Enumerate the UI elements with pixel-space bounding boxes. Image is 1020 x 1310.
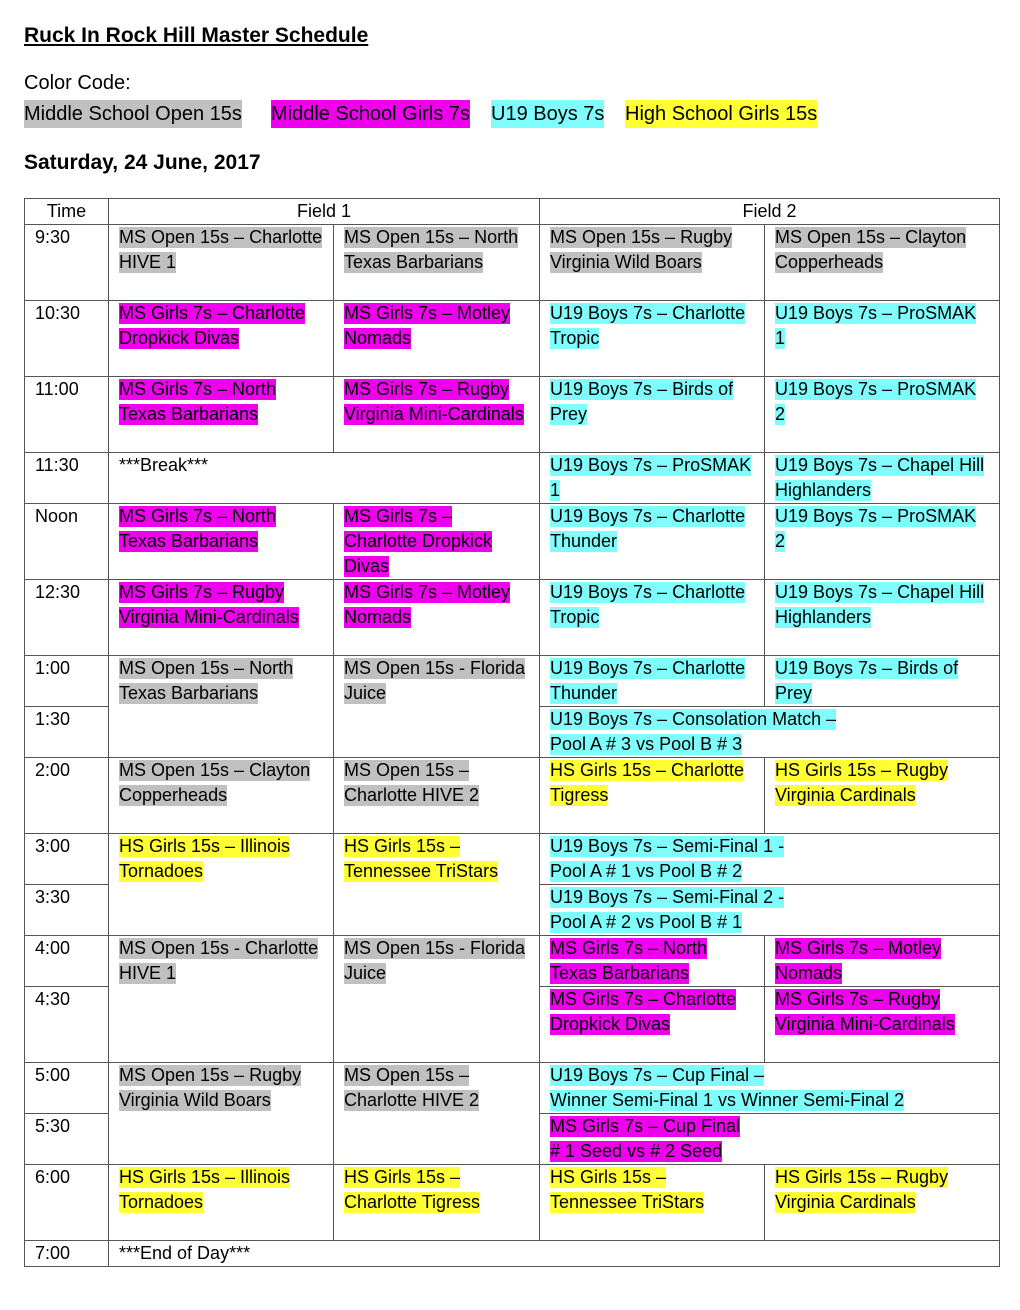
match-label: Pool A # 2 vs Pool B # 1 xyxy=(550,912,743,932)
table-row xyxy=(25,656,1000,707)
schedule-table xyxy=(24,198,1000,1267)
match-cell xyxy=(540,834,1000,885)
match-label: Pool A # 1 vs Pool B # 2 xyxy=(550,861,743,881)
time-cell: 12:30 xyxy=(25,580,109,656)
match-cell xyxy=(334,1063,540,1165)
match-cell xyxy=(765,936,1000,987)
match-label: U19 Boys 7s – Chapel Hill Highlanders xyxy=(775,582,985,627)
match-cell xyxy=(334,758,540,834)
match-label: MS Girls 7s – Charlotte Dropkick Divas xyxy=(119,303,306,348)
table-row xyxy=(25,580,1000,656)
time-cell: 1:00 xyxy=(25,656,109,707)
match-label: MS Open 15s – Clayton Copperheads xyxy=(775,227,967,272)
match-cell xyxy=(540,377,765,453)
table-row xyxy=(25,1241,1000,1267)
legend-ms-girls: Middle School Girls 7s xyxy=(271,100,470,128)
match-cell xyxy=(540,1063,1000,1114)
match-label: U19 Boys 7s – Cup Final – xyxy=(550,1065,765,1085)
match-cell xyxy=(540,1165,765,1241)
time-cell: 2:00 xyxy=(25,758,109,834)
match-cell xyxy=(109,936,334,1063)
match-cell xyxy=(765,1165,1000,1241)
match-cell xyxy=(540,1114,1000,1165)
time-cell: 7:00 xyxy=(25,1241,109,1267)
match-label: MS Girls 7s – Rugby Virginia Mini-Cardinals xyxy=(775,989,955,1034)
match-label: HS Girls 15s – Tennessee TriStars xyxy=(550,1167,705,1212)
match-label: HS Girls 15s – Rugby Virginia Cardinals xyxy=(775,760,949,805)
match-cell xyxy=(109,580,334,656)
match-label: HS Girls 15s – Rugby Virginia Cardinals xyxy=(775,1167,949,1212)
match-cell xyxy=(540,987,765,1063)
match-label: # 1 Seed vs # 2 Seed xyxy=(550,1141,723,1161)
match-label: U19 Boys 7s – Birds of Prey xyxy=(775,658,959,703)
match-cell xyxy=(540,885,1000,936)
match-label: MS Open 15s – Charlotte HIVE 1 xyxy=(119,227,323,272)
match-cell xyxy=(334,656,540,758)
match-cell xyxy=(109,1063,334,1165)
schedule-date: Saturday, 24 June, 2017 xyxy=(24,151,261,174)
match-label: MS Open 15s – North Texas Barbarians xyxy=(344,227,519,272)
header-row xyxy=(25,199,1000,225)
match-cell xyxy=(334,1165,540,1241)
match-label: U19 Boys 7s – Semi-Final 1 - xyxy=(550,836,785,856)
time-header: Time xyxy=(25,199,109,225)
time-cell: 6:00 xyxy=(25,1165,109,1241)
break-cell: ***Break*** xyxy=(109,453,540,504)
page-title: Ruck In Rock Hill Master Schedule xyxy=(24,24,369,47)
match-label: U19 Boys 7s – Consolation Match – xyxy=(550,709,837,729)
match-cell xyxy=(540,707,1000,758)
field2-header: Field 2 xyxy=(540,199,1000,225)
match-label: HS Girls 15s – Charlotte Tigress xyxy=(344,1167,481,1212)
time-cell: 11:30 xyxy=(25,453,109,504)
match-label: HS Girls 15s – Illinois Tornadoes xyxy=(119,836,291,881)
match-label: U19 Boys 7s – Charlotte Thunder xyxy=(550,506,746,551)
color-code-label: Color Code: xyxy=(24,72,131,94)
match-cell xyxy=(109,225,334,301)
match-cell xyxy=(540,225,765,301)
match-cell xyxy=(334,504,540,580)
match-label: MS Open 15s - Charlotte HIVE 1 xyxy=(119,938,319,983)
table-row xyxy=(25,301,1000,377)
match-label: U19 Boys 7s – Chapel Hill Highlanders xyxy=(775,455,985,500)
match-label: U19 Boys 7s – ProSMAK 1 xyxy=(775,303,977,348)
match-label: MS Open 15s - Florida Juice xyxy=(344,658,526,703)
match-cell xyxy=(334,377,540,453)
match-cell xyxy=(540,758,765,834)
time-cell: 1:30 xyxy=(25,707,109,758)
match-label: MS Girls 7s – North Texas Barbarians xyxy=(550,938,708,983)
time-cell: 4:00 xyxy=(25,936,109,987)
table-row xyxy=(25,225,1000,301)
match-label: U19 Boys 7s – ProSMAK 2 xyxy=(775,506,977,551)
match-label: MS Girls 7s – Cup Final xyxy=(550,1116,741,1136)
match-label: U19 Boys 7s – ProSMAK 2 xyxy=(775,379,977,424)
match-cell xyxy=(765,987,1000,1063)
match-cell xyxy=(334,936,540,1063)
match-label: MS Open 15s – Charlotte HIVE 2 xyxy=(344,760,480,805)
match-cell xyxy=(765,377,1000,453)
match-label: MS Open 15s – North Texas Barbarians xyxy=(119,658,294,703)
table-row xyxy=(25,936,1000,987)
match-label: Pool A # 3 vs Pool B # 3 xyxy=(550,734,743,754)
match-cell xyxy=(540,936,765,987)
match-cell xyxy=(765,758,1000,834)
match-label: U19 Boys 7s – Charlotte Tropic xyxy=(550,303,746,348)
match-label: MS Girls 7s – Charlotte Dropkick Divas xyxy=(550,989,737,1034)
match-label: HS Girls 15s – Charlotte Tigress xyxy=(550,760,745,805)
table-row xyxy=(25,834,1000,885)
match-cell xyxy=(765,656,1000,707)
match-label: U19 Boys 7s – Semi-Final 2 - xyxy=(550,887,785,907)
match-label: U19 Boys 7s – Charlotte Tropic xyxy=(550,582,746,627)
match-label: MS Girls 7s – Rugby Virginia Mini-Cardinals xyxy=(119,582,299,627)
match-cell xyxy=(765,453,1000,504)
match-cell xyxy=(540,656,765,707)
match-label: U19 Boys 7s – ProSMAK 1 xyxy=(550,455,752,500)
time-cell: 3:30 xyxy=(25,885,109,936)
match-cell xyxy=(109,758,334,834)
match-cell xyxy=(765,225,1000,301)
match-label: MS Girls 7s – North Texas Barbarians xyxy=(119,379,277,424)
match-label: HS Girls 15s – Illinois Tornadoes xyxy=(119,1167,291,1212)
legend-hs-girls: High School Girls 15s xyxy=(625,100,817,128)
table-row xyxy=(25,758,1000,834)
time-cell: 4:30 xyxy=(25,987,109,1063)
match-label: MS Girls 7s – Motley Nomads xyxy=(775,938,942,983)
table-row xyxy=(25,504,1000,580)
match-label: U19 Boys 7s – Charlotte Thunder xyxy=(550,658,746,703)
match-label: MS Open 15s – Clayton Copperheads xyxy=(119,760,311,805)
time-cell: 9:30 xyxy=(25,225,109,301)
match-cell xyxy=(334,580,540,656)
match-label: MS Open 15s – Rugby Virginia Wild Boars xyxy=(119,1065,302,1110)
table-row xyxy=(25,1165,1000,1241)
match-cell xyxy=(765,504,1000,580)
match-label: MS Girls 7s – North Texas Barbarians xyxy=(119,506,277,551)
end-of-day-cell: ***End of Day*** xyxy=(109,1241,1000,1267)
match-label: U19 Boys 7s – Birds of Prey xyxy=(550,379,734,424)
match-label: MS Girls 7s – Charlotte Dropkick Divas xyxy=(344,506,493,576)
match-cell xyxy=(334,301,540,377)
match-cell xyxy=(540,580,765,656)
time-cell: Noon xyxy=(25,504,109,580)
match-cell xyxy=(109,656,334,758)
match-label: MS Open 15s - Florida Juice xyxy=(344,938,526,983)
match-cell xyxy=(334,834,540,936)
table-row xyxy=(25,1063,1000,1114)
match-cell xyxy=(109,834,334,936)
legend-ms-open: Middle School Open 15s xyxy=(24,100,242,128)
time-cell: 10:30 xyxy=(25,301,109,377)
match-label: MS Girls 7s – Rugby Virginia Mini-Cardinals xyxy=(344,379,524,424)
match-cell xyxy=(334,225,540,301)
match-cell xyxy=(109,301,334,377)
match-cell xyxy=(540,301,765,377)
time-cell: 11:00 xyxy=(25,377,109,453)
match-cell xyxy=(765,580,1000,656)
time-cell: 3:00 xyxy=(25,834,109,885)
match-label: MS Open 15s – Rugby Virginia Wild Boars xyxy=(550,227,733,272)
time-cell: 5:30 xyxy=(25,1114,109,1165)
match-label: MS Open 15s – Charlotte HIVE 2 xyxy=(344,1065,480,1110)
table-row xyxy=(25,377,1000,453)
match-cell xyxy=(540,504,765,580)
match-cell xyxy=(109,1165,334,1241)
match-cell xyxy=(540,453,765,504)
match-label: MS Girls 7s – Motley Nomads xyxy=(344,303,511,348)
match-label: HS Girls 15s – Tennessee TriStars xyxy=(344,836,499,881)
table-row xyxy=(25,453,1000,504)
match-cell xyxy=(109,504,334,580)
match-cell xyxy=(109,377,334,453)
match-label: Winner Semi-Final 1 vs Winner Semi-Final 2 xyxy=(550,1090,905,1110)
match-label: MS Girls 7s – Motley Nomads xyxy=(344,582,511,627)
time-cell: 5:00 xyxy=(25,1063,109,1114)
legend-u19-boys: U19 Boys 7s xyxy=(491,100,604,128)
field1-header: Field 1 xyxy=(109,199,540,225)
match-cell xyxy=(765,301,1000,377)
